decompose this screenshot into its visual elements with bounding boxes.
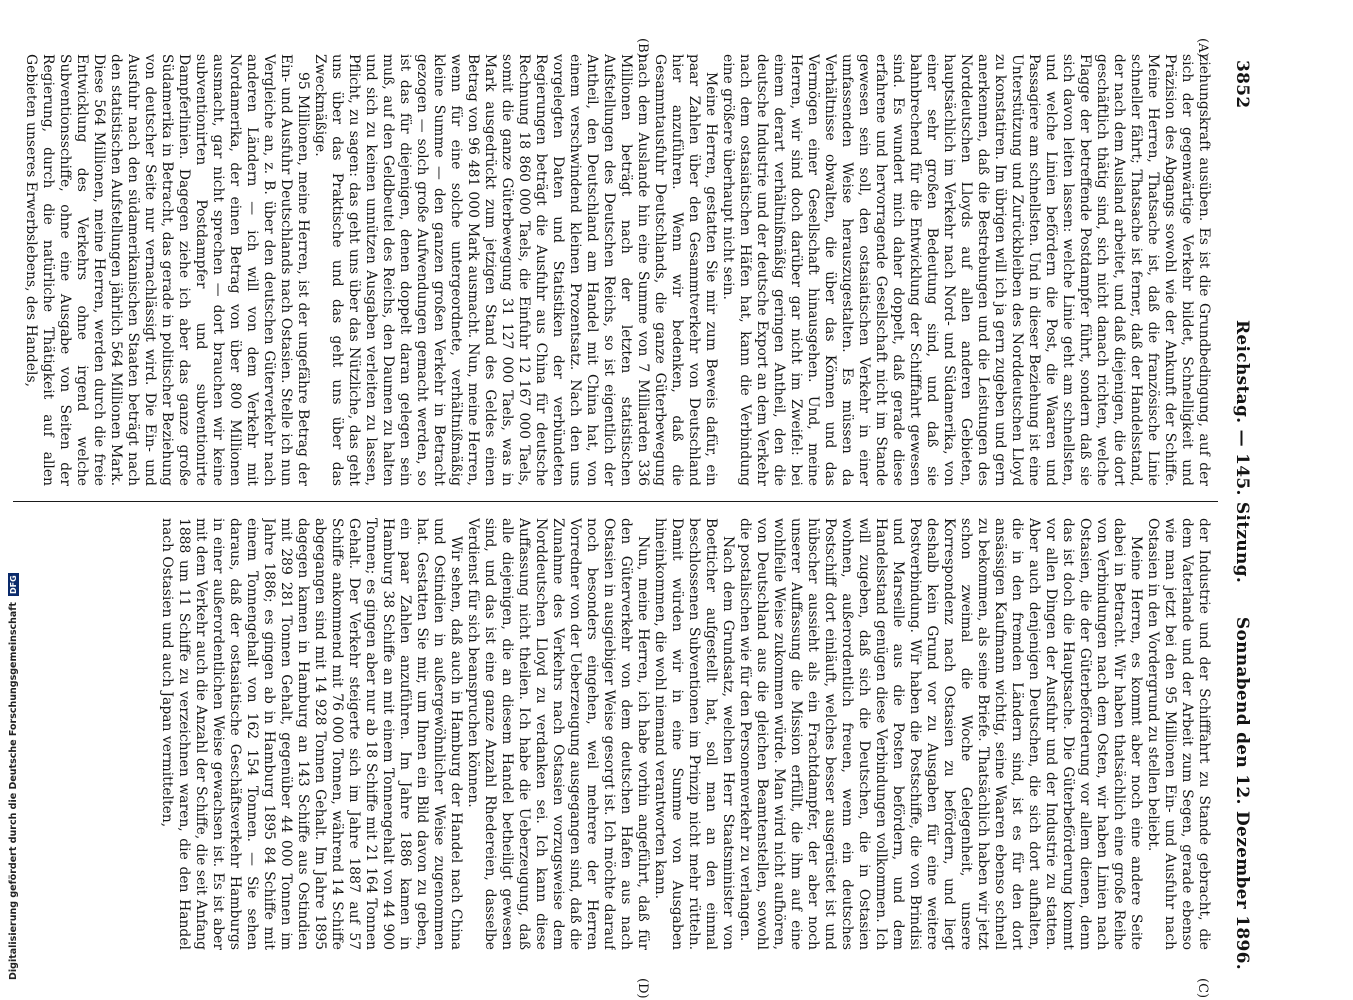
running-title: Reichstag. — 145. Sitzung. [1232, 320, 1252, 584]
page-number: 3852 [1232, 60, 1252, 109]
column-divider [13, 501, 1218, 502]
paragraph: 95 Millionen, meine Herren, ist der ungefähre Betrag der Ein- und Ausfuhr Deutschlands nach Ostasien. Stelle ich nun Vergleiche an, z. B. über den deutschen Güterverkehr nach anderen Ländern — ich will von dem Verkehr mit Nordamerika, der einen Betrag von über 800 Millionen ausmacht, gar nicht sprechen — dort brauchen wir keine subventionirten Postdampfer und subventionirte Dampferlinien. Dagegen ziehe ich aber das ganze große Südamerika in Betracht, das gerade in politischer Beziehung von deutscher Seite nur vernachlässigt wird. Die Ein- und Ausfuhr nach den südamerikanischen Staaten beträgt nach den statistischen Aufstellungen jährlich 564 Millionen Mark. Diese 564 Millionen, meine Herren, werden durch die freie Entwicklung des Verkehrs ohne irgend welche Subventionsschiffe, ohne eine Ausgabe von Seiten der Regierung, durch die natürliche Thätigkeit auf allen Gebieten unseres Erwerbslebens, des Handels, [23, 54, 311, 486]
margin-marker-c: (C) [1195, 978, 1210, 999]
page-header [1226, 40, 1252, 970]
credit-text: Digitalisierung gefördert durch die Deutsche Forschungsgemeinschaft [7, 602, 19, 980]
margin-marker-a: (A) [1195, 38, 1210, 58]
paragraph: Meine Herren, gestatten Sie mir zum Beweis dafür, ein paar Zahlen über den Gesammtverkehr von Deutschland hier anzuführen. Wenn wir bedenken, daß die Gesammtausfuhr Deutschlands, die ganze Güterbewegung nach dem Auslande hin eine Summe von 7 Milliarden 336 Millionen beträgt nach der letzten statistischen Aufstellungen des Deutschen Reichs, so ist eigentlich der Antheil, den Deutschland am Handel mit China hat, von einem verschwindend kleinen Prozentsatz. Nach den uns vorgelegten Daten und Statistiken der verbündeten Regierungen beträgt die Ausfuhr aus China für deutsche Rechnung 18 860 000 Taels, die Einfuhr 12 167 000 Taels, somit die ganze Güterbewegung 31 127 000 Taels, was in Mark ausgedrückt zum jetzigen Stand des Geldes einen Betrag von 96 481 000 Mark ausmacht. Nun, meine Herren, wenn für eine solche untergeordnete, verhältnißmäßig kleine Summe — den ganzen großen Verkehr in Betracht gezogen — solch große Aufwendungen gemacht werden, so ist das für diejenigen, denen doppelt daran gelegen sein muß, auf den Geldbeutel des Reichs, den Daumen zu halten und sich zu keinen unnützen Ausgaben verleiten zu lassen, Pflicht, zu sagen: das geht uns über das Nützliche, das geht uns über das Praktische und das geht uns über das Zweckmäßige. [312, 54, 719, 486]
paragraph: Wir sehen, daß auch in Hamburg der Handel nach China und Ostindien in außergewöhnlicher Weise zugenommen hat. Gestatten Sie mir, um Ihnen ein Bild davon zu geben, ein paar Zahlen anzuführen. Im Jahre 1886 kamen in Hamburg 38 Schiffe an mit einem Tonnengehalt von 44 900 Tonnen; es gingen aber nur ab 18 Schiffe mit 21 164 Tonnen Gehalt. Der Verkehr steigerte sich im Jahre 1887 auf 57 Schiffe ankommend mit 76 000 Tonnen, während 14 Schiffe abgegangen sind mit 14 928 Tonnen Gehalt. Im Jahre 1895 dagegen kamen in Hamburg an 143 Schiffe aus Ostindien mit 289 281 Tonnen Gehalt, gegenüber 44 000 Tonnen im Jahre 1886; es gingen ab in Hamburg 1895 84 Schiffe mit einem Tonnengehalt von 162 154 Tonnen. — Sie sehen daraus, daß der ostasiatische Geschäftsverkehr Hamburgs in einer außerordentlichen Weise gewachsen ist. Es ist aber mit dem Verkehr auch die Anzahl der Schiffe, die seit Anfang 1888 um 11 Schiffe zu verzeichnen waren, die den Handel nach Ostasien und auch Japan vermittelten, [159, 518, 464, 950]
paragraph: der Industrie und der Schifffahrt zu Stande gebracht, die dem Vaterlande und der Arbeit zum Segen, gerade ebenso wie man jetzt bei den 95 Millionen Ein- und Ausfuhr nach Ostasien in den Vordergrund zu stellen beliebt. [1145, 518, 1212, 950]
margin-marker-b: (B) [635, 38, 650, 58]
paragraph: Nach dem Grundsatz, welchen Herr Staatsminister von Boetticher aufgestellt hat, soll man an den einmal beschlossenen Subventionen im Prinzip nicht mehr rütteln. Damit würden wir in eine Summe von Ausgaben hineinkommen, die wohl niemand verantworten kann. [652, 518, 736, 950]
paragraph: ziehungskraft ausüben. Es ist die Grundbedingung, auf der sich der gegenwärtige Verkehr bildet, Schnelligkeit und Präzision des Abgangs sowohl wie der Ankunft der Schiffe. Meine Herren, Thatsache ist, daß die französische Linie schneller fährt; Thatsache ist ferner, daß der Handelsstand, der nach dem Ausland arbeitet, und daß diejenigen, die dort geschäftlich thätig sind, sich nicht danach richten, welche Flagge der betreffende Postdampfer führt, sondern daß sie sich davon leiten lassen: welche Linie geht am schnellsten, und welche Linien befördern die Post, die Waaren und Passagiere am schnellsten. Und in dieser Beziehung ist eine Unterstützung und Zurückbleiben des Norddeutschen Lloyd zu konstatiren. Im übrigen will ich ja gern zugeben und gern anerkennen, daß die Bestrebungen und die Leistungen des Norddeutschen Lloyds auf allen anderen Gebieten, hauptsächlich im Verkehr nach Nord- und Südamerika, von einer sehr großen Bedeutung sind, und daß sie bahnbrechend für die Entwicklung der Schifffahrt gewesen sind. Es wundert mich daher doppelt, daß gerade diese erfahrene und hervorragende Gesellschaft nicht im Stande gewesen sein soll, den ostasiatischen Verkehr in einer umfassenden Weise herauszugestalten. Es müssen da Verhältnisse obwalten, die über das Können und das Vermögen einer Gesellschaft hinausgehen. Und, meine Herren, wir sind doch darüber gar nicht im Zweifel: bei einem derart verhältnißmäßig geringen Antheil, den die deutsche Industrie und der deutsche Export an dem Verkehr nach dem ostasiatischen Häfen hat, kann die Verbindung eine größere überhaupt nicht sein. [720, 54, 1212, 486]
paragraph: Nun, meine Herren, ich habe vorhin angeführt, daß für den Güterverkehr von dem deutschen Hafen aus nach Ostasien in ausgiebiger Weise gesorgt ist. Ich möchte darauf noch besonders eingehen, weil mehrere der Herren Vorredner von der Ueberzeugung ausgegangen sind, daß die Zunahme des Verkehrs nach Ostasien vorzugsweise dem Norddeutschen Lloyd zu verdanken sei. Ich kann diese Auffassung nicht theilen. Ich habe die Ueberzeugung, daß alle diejenigen, die an diesem Handel betheiligt gewesen sind, und das ist eine ganze Anzahl Rhedereien, dasselbe Verdienst für sich beanspruchen können. [465, 518, 651, 950]
left-text-column [12, 54, 1212, 486]
dfg-logo: DFG [8, 575, 18, 595]
margin-marker-d: (D) [635, 978, 650, 999]
document-page [7, 0, 1290, 1000]
session-date: Sonnabend den 12. Dezember 1896. [1232, 616, 1252, 970]
digitization-credit [6, 0, 20, 980]
right-text-column [12, 518, 1212, 950]
paragraph: Meine Herren, es kommt aber noch eine andere Seite dabei in Betracht. Wir haben thatsächlich eine große Reihe von Verbindungen nach dem Osten, wir haben Linien nach Ostasien, die der Güterbeförderung vor allem dienen, denn das ist doch die Hauptsache. Die Güterbeförderung kommt vor allen Dingen der Ausfuhr und der Industrie zu statten. Aber auch denjenigen Deutschen, die sich dort aufhalten, die in den fremden Ländern sind, ist es für den dort ansässigen Kaufmann wichtig, seine Waaren ebenso schnell zu bekommen, als seine Briefe. Thatsächlich haben wir jetzt schon zweimal die Woche Gelegenheit, unsere Korrespondenz nach Ostasien zu befördern, und liegt deshalb kein Grund vor zu Ausgaben für eine weitere Postverbindung. Wir haben die Postschiffe, die von Brindisi und Marseille aus die Posten befördern, und dem Handelsstand genügen diese Verbindungen vollkommen. Ich will zugeben, daß sich die Deutschen, die in Ostasien wohnen, außerordentlich freuen, wenn ein deutsches Postschiff dort einläuft, welches besser ausgerüstet ist und hübscher aussieht als ein Frachtdampfer, der aber noch unserer Auffassung die Mission erfüllt, die ihm auf eine wohlfeile Weise zukommen würde. Man wird nicht aufhören, von Deutschland aus die gleichen Beamtenstellen, sowohl die postalischen wie für den Personenverkehr zu verlangen. [737, 518, 1144, 950]
